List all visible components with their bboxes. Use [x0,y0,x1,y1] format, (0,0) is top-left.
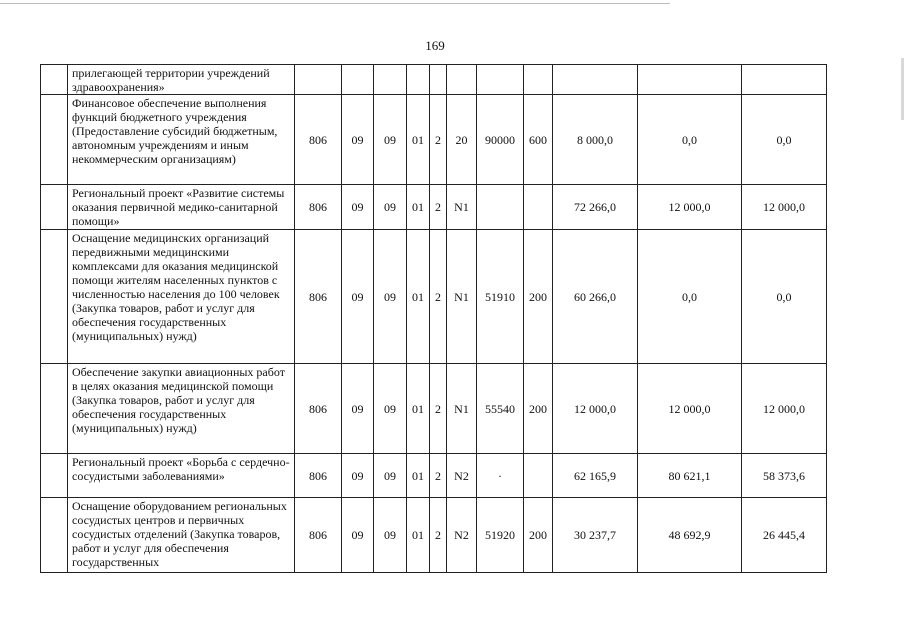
row-marker-cell [41,364,68,454]
section-code: 09 [342,454,374,498]
program-code [407,65,430,95]
page-number: 169 [425,38,445,53]
subsection-code [374,65,407,95]
amount-1: 12 000,0 [553,364,638,454]
row-marker-cell [41,454,68,498]
amount-3: 58 373,6 [742,454,827,498]
table-row [41,65,827,95]
direction-code: N1 [447,230,477,364]
program-code: 01 [407,498,430,573]
item-name: Региональный проект «Развитие системы оказания первичной медико-санитарной помощи» [68,185,295,230]
budget-table [40,64,827,573]
type-code: 2 [430,230,447,364]
table-row [41,364,827,454]
section-code: 09 [342,95,374,185]
amount-1 [553,65,638,95]
table-row [41,185,827,230]
amount-3: 12 000,0 [742,364,827,454]
amount-3: 0,0 [742,95,827,185]
direction-code: N2 [447,498,477,573]
item-name: прилегающей территории учреждений здравоохранения» [68,65,295,95]
direction-code [447,65,477,95]
admin-code: 806 [295,498,342,573]
expense-type [524,454,553,498]
subsection-code: 09 [374,498,407,573]
admin-code: 806 [295,185,342,230]
section-code [342,65,374,95]
admin-code: 806 [295,454,342,498]
direction-code: N1 [447,364,477,454]
amount-1: 60 266,0 [553,230,638,364]
scan-top-line [0,3,670,4]
admin-code: 806 [295,364,342,454]
section-code: 09 [342,364,374,454]
amount-3: 26 445,4 [742,498,827,573]
expense-code [477,185,524,230]
amount-2 [638,65,742,95]
expense-type: 200 [524,364,553,454]
expense-code: 55540 [477,364,524,454]
section-code: 09 [342,185,374,230]
type-code: 2 [430,364,447,454]
type-code: 2 [430,498,447,573]
direction-code: N1 [447,185,477,230]
type-code [430,65,447,95]
item-name: Финансовое обеспечение выполнения функций бюджетного учреждения (Предоставление субсидий бюджетным, автономным учреждениям и иным некоммерческим организациям) [68,95,295,185]
expense-type: 600 [524,95,553,185]
program-code: 01 [407,95,430,185]
expense-code [477,65,524,95]
table-row [41,230,827,364]
scan-edge-mark [901,58,904,120]
table-row [41,498,827,573]
expense-code: · [477,454,524,498]
subsection-code: 09 [374,364,407,454]
expense-code: 90000 [477,95,524,185]
type-code: 2 [430,454,447,498]
table-row [41,454,827,498]
item-name: Региональный проект «Борьба с сердечно-сосудистыми заболеваниями» [68,454,295,498]
amount-1: 30 237,7 [553,498,638,573]
admin-code [295,65,342,95]
amount-2: 0,0 [638,230,742,364]
amount-2: 48 692,9 [638,498,742,573]
row-marker-cell [41,95,68,185]
row-marker-cell [41,230,68,364]
item-name: Оснащение медицинских организаций передвижными медицинскими комплексами для оказания медицинской помощи жителям населенных пунктов с численностью населения до 100 человек (Закупка товаров, работ и услуг для обеспечения государственных (муниципальных) нужд) [68,230,295,364]
table-row [41,95,827,185]
row-marker-cell [41,185,68,230]
amount-3: 0,0 [742,230,827,364]
amount-1: 62 165,9 [553,454,638,498]
section-code: 09 [342,498,374,573]
subsection-code: 09 [374,230,407,364]
item-name: Оснащение оборудованием региональных сосудистых центров и первичных сосудистых отделений (Закупка товаров, работ и услуг для обеспечения государственных [68,498,295,573]
subsection-code: 09 [374,95,407,185]
expense-type: 200 [524,230,553,364]
admin-code: 806 [295,230,342,364]
amount-1: 8 000,0 [553,95,638,185]
amount-2: 80 621,1 [638,454,742,498]
subsection-code: 09 [374,454,407,498]
type-code: 2 [430,95,447,185]
program-code: 01 [407,230,430,364]
program-code: 01 [407,185,430,230]
row-marker-cell [41,65,68,95]
amount-2: 0,0 [638,95,742,185]
expense-type [524,65,553,95]
subsection-code: 09 [374,185,407,230]
amount-1: 72 266,0 [553,185,638,230]
expense-type: 200 [524,498,553,573]
item-name: Обеспечение закупки авиационных работ в целях оказания медицинской помощи (Закупка товаров, работ и услуг для обеспечения государственных (муниципальных) нужд) [68,364,295,454]
amount-3 [742,65,827,95]
amount-2: 12 000,0 [638,185,742,230]
program-code: 01 [407,454,430,498]
expense-type [524,185,553,230]
direction-code: N2 [447,454,477,498]
direction-code: 20 [447,95,477,185]
amount-3: 12 000,0 [742,185,827,230]
type-code: 2 [430,185,447,230]
expense-code: 51910 [477,230,524,364]
program-code: 01 [407,364,430,454]
section-code: 09 [342,230,374,364]
amount-2: 12 000,0 [638,364,742,454]
expense-code: 51920 [477,498,524,573]
row-marker-cell [41,498,68,573]
admin-code: 806 [295,95,342,185]
